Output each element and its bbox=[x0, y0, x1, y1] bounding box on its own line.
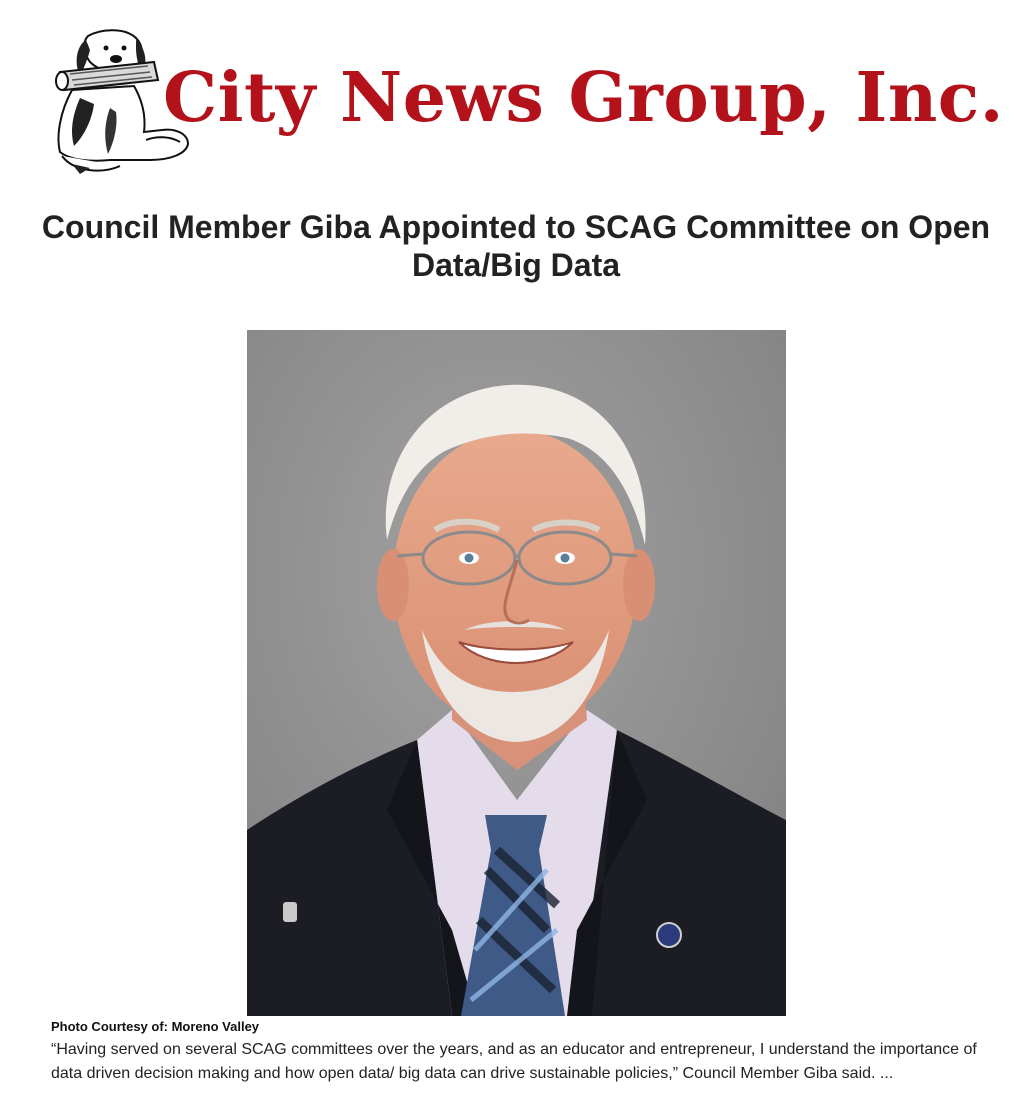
article-excerpt: “Having served on several SCAG committees over the years, and as an educator and entrepreneur, I understand the importance of data driven decision making and how open data/ big data can drive sustainable policies,” Council Member Giba said. ... bbox=[51, 1041, 977, 1082]
article-headline[interactable]: Council Member Giba Appointed to SCAG Committee on Open Data/Big Data bbox=[41, 209, 991, 283]
site-logo-text[interactable]: City News Group, Inc. bbox=[163, 58, 1004, 138]
masthead[interactable] bbox=[50, 28, 1004, 176]
article-photo bbox=[247, 330, 786, 1016]
photo-caption: Photo Courtesy of: Moreno Valley bbox=[51, 1019, 260, 1034]
portrait-image bbox=[247, 330, 786, 1016]
